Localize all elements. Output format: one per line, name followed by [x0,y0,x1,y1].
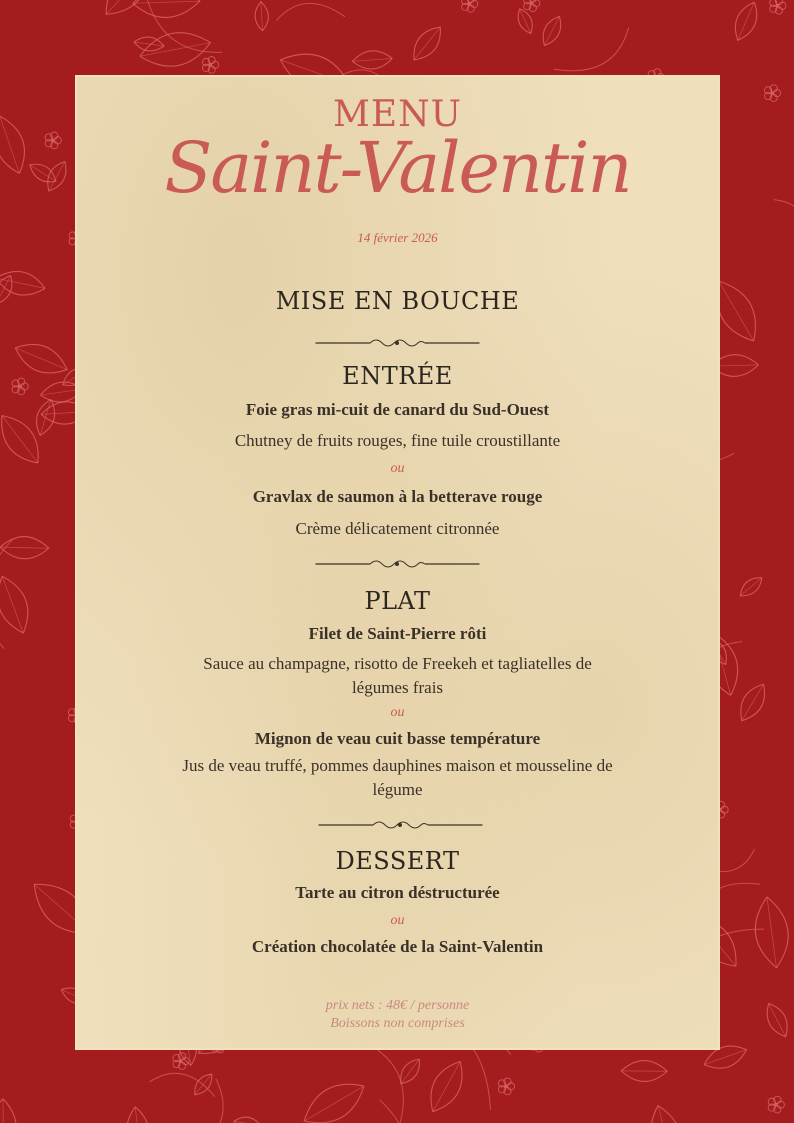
menu-card [75,75,720,1050]
plat-dish-2: Mignon de veau cuit basse température [254,729,541,748]
entree-dish-1: Foie gras mi-cuit de canard du Sud-Ouest [245,400,550,419]
plat-desc-2-line-2: légume [372,780,423,799]
entree-desc-2: Crème délicatement citronnée [295,519,500,538]
plat-desc-2-line-1: Jus de veau truffé, pommes dauphines maison et mousseline de [182,756,613,775]
entree-or: ou [390,461,405,476]
ornament-divider [77,558,718,570]
section-title-dessert: DESSERT [335,847,460,875]
section-title-mise-en-bouche: MISE EN BOUCHE [275,287,520,315]
plat-desc-1-line-2: légumes frais [351,678,444,697]
entree-dish-2: Gravlax de saumon à la betterave rouge [252,487,543,506]
menu-title: Saint-Valentin [164,127,631,209]
dessert-dish-2: Création chocolatée de la Saint-Valentin [251,937,544,956]
section-title-entree: ENTRÉE [342,362,453,390]
menu-date: 14 février 2026 [357,230,438,245]
section-title-plat: PLAT [364,587,431,615]
plat-desc-1-line-1: Sauce au champagne, risotto de Freekeh et tagliatelles de [203,654,592,673]
price-note: prix nets : 48€ / personne [325,998,470,1013]
plat-dish-1: Filet de Saint-Pierre rôti [308,624,487,643]
dessert-or: ou [390,913,405,928]
drinks-note: Boissons non comprises [330,1016,465,1031]
ornament-divider [77,337,718,349]
entree-desc-1: Chutney de fruits rouges, fine tuile croustillante [234,431,561,450]
plat-or: ou [390,705,405,720]
ornament-divider [77,819,718,831]
menu-heading: MENU [333,94,462,135]
dessert-dish-1: Tarte au citron déstructurée [295,883,500,902]
